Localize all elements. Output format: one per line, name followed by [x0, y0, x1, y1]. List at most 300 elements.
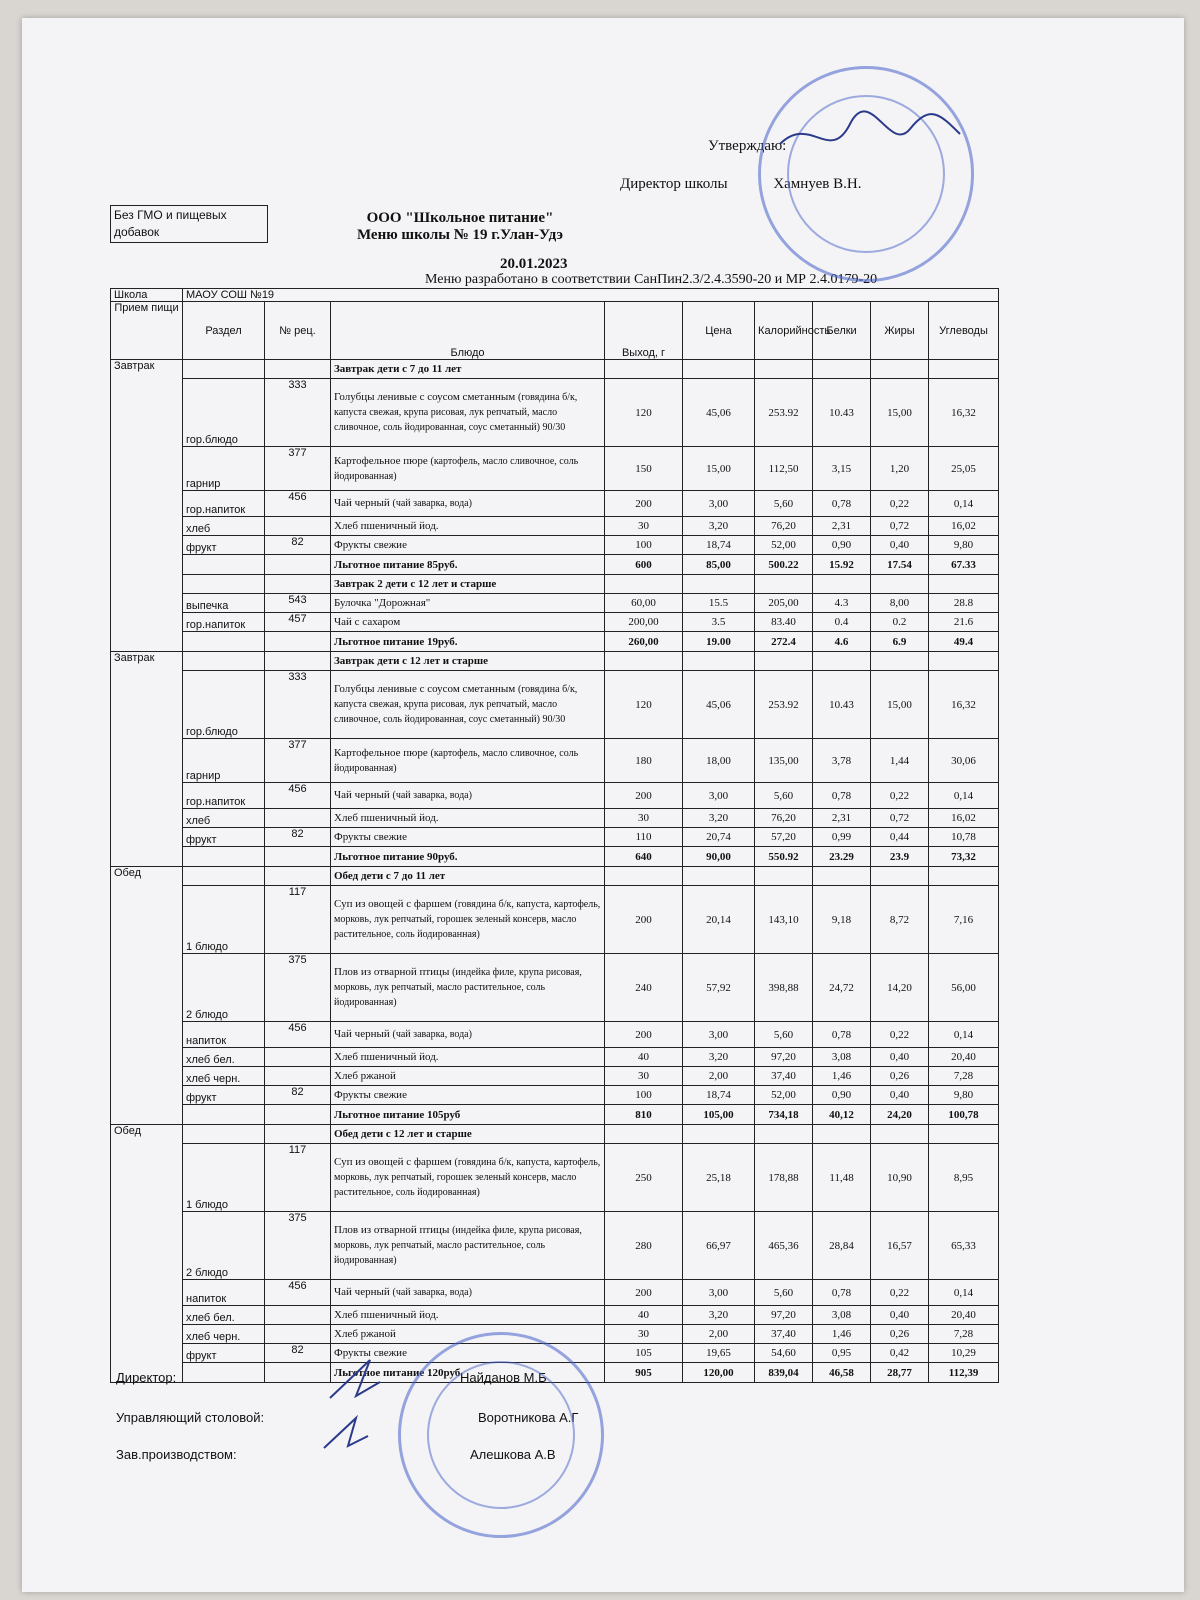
yield-cell: 200	[605, 1280, 683, 1306]
col-recipe: № рец.	[265, 302, 331, 360]
dish-row	[111, 517, 999, 536]
empty-cell	[755, 652, 813, 671]
price-cell: 3.5	[683, 613, 755, 632]
empty-cell	[683, 867, 755, 886]
carbs-cell: 16,02	[929, 517, 999, 536]
price-cell: 3,20	[683, 517, 755, 536]
fat-cell: 8,00	[871, 594, 929, 613]
dish-row	[111, 536, 999, 555]
total-fat: 17.54	[871, 555, 929, 575]
col-protein: Белки	[813, 302, 871, 360]
col-meal: Прием пищи	[111, 302, 183, 360]
yield-cell: 200	[605, 491, 683, 517]
calories-cell: 112,50	[755, 447, 813, 491]
dish-row	[111, 1325, 999, 1344]
price-cell: 3,20	[683, 809, 755, 828]
recipe-cell: 456	[265, 491, 331, 517]
carbs-cell: 9,80	[929, 536, 999, 555]
carbs-cell: 65,33	[929, 1212, 999, 1280]
calories-cell: 253.92	[755, 671, 813, 739]
carbs-cell: 8,95	[929, 1144, 999, 1212]
group-title: Завтрак дети с 12 лет и старше	[331, 652, 605, 671]
total-row	[111, 555, 999, 575]
yield-cell: 60,00	[605, 594, 683, 613]
empty-cell	[813, 360, 871, 379]
protein-cell: 3,08	[813, 1048, 871, 1067]
dish-row	[111, 1048, 999, 1067]
fat-cell: 0,26	[871, 1067, 929, 1086]
group-title-row	[111, 652, 999, 671]
total-label: Льготное питание 85руб.	[331, 555, 605, 575]
empty-cell	[265, 575, 331, 594]
dish-cell	[331, 739, 605, 783]
protein-cell: 10.43	[813, 379, 871, 447]
protein-cell: 11,48	[813, 1144, 871, 1212]
director-name: Хамнуев В.Н.	[773, 176, 862, 192]
dish-row	[111, 739, 999, 783]
dish-cell	[331, 1067, 605, 1086]
recipe-cell: 82	[265, 1086, 331, 1105]
recipe-cell	[265, 809, 331, 828]
carbs-cell: 21.6	[929, 613, 999, 632]
sig-role-production: Зав.производством:	[116, 1447, 237, 1462]
recipe-cell: 377	[265, 447, 331, 491]
dish-name: Хлеб ржаной	[334, 1327, 396, 1340]
empty-cell	[265, 555, 331, 575]
protein-cell: 0,78	[813, 491, 871, 517]
total-fat: 6.9	[871, 632, 929, 652]
dish-name: Фрукты свежие	[334, 1346, 407, 1359]
total-fat: 28,77	[871, 1363, 929, 1383]
fat-cell: 10,90	[871, 1144, 929, 1212]
dish-name: Картофельное пюре	[334, 746, 428, 759]
empty-cell	[183, 1363, 265, 1383]
calories-cell: 57,20	[755, 828, 813, 847]
recipe-cell: 375	[265, 1212, 331, 1280]
total-carbs: 73,32	[929, 847, 999, 867]
col-yield: Выход, г	[605, 302, 683, 360]
yield-cell: 120	[605, 379, 683, 447]
recipe-cell	[265, 517, 331, 536]
empty-cell	[605, 867, 683, 886]
price-cell: 45,06	[683, 671, 755, 739]
section-cell: гарнир	[183, 447, 265, 491]
protein-cell: 3,78	[813, 739, 871, 783]
sanpin-note: Меню разработано в соответствии СанПин2.3/2.4.3590-20 и МР 2.4.0179-20	[425, 272, 878, 287]
meal-cell: Завтрак	[111, 652, 183, 867]
calories-cell: 97,20	[755, 1048, 813, 1067]
section-cell: 1 блюдо	[183, 1144, 265, 1212]
calories-cell: 5,60	[755, 783, 813, 809]
director-signature	[770, 104, 970, 174]
fat-cell: 15,00	[871, 379, 929, 447]
dish-ingredients: (говядина б/к, капуста, картофель, морковь, лук репчатый, горошек зеленый консерв, масло растительное, соль йодированная)	[334, 899, 601, 940]
empty-cell	[929, 1125, 999, 1144]
yield-cell: 105	[605, 1344, 683, 1363]
fat-cell: 0,40	[871, 1086, 929, 1105]
empty-cell	[871, 360, 929, 379]
dish-name: Суп из овощей с фаршем	[334, 1156, 452, 1168]
recipe-cell: 457	[265, 613, 331, 632]
carbs-cell: 16,32	[929, 671, 999, 739]
calories-cell: 54,60	[755, 1344, 813, 1363]
dish-name: Чай черный	[334, 1286, 390, 1298]
empty-cell	[265, 1105, 331, 1125]
dish-cell	[331, 613, 605, 632]
dish-cell	[331, 594, 605, 613]
yield-cell: 180	[605, 739, 683, 783]
price-cell: 3,20	[683, 1306, 755, 1325]
protein-cell: 0,78	[813, 1280, 871, 1306]
section-cell: фрукт	[183, 1344, 265, 1363]
dish-cell	[331, 536, 605, 555]
empty-cell	[265, 632, 331, 652]
dish-cell	[331, 1086, 605, 1105]
dish-cell	[331, 1048, 605, 1067]
empty-cell	[265, 867, 331, 886]
dish-ingredients: (картофель, масло сливочное, соль йодированная)	[334, 747, 579, 774]
calories-cell: 178,88	[755, 1144, 813, 1212]
calories-cell: 37,40	[755, 1067, 813, 1086]
dish-cell	[331, 1212, 605, 1280]
staff-signatures	[320, 1352, 400, 1462]
protein-cell: 24,72	[813, 954, 871, 1022]
empty-cell	[755, 867, 813, 886]
empty-cell	[183, 360, 265, 379]
dish-row	[111, 491, 999, 517]
total-price: 90,00	[683, 847, 755, 867]
empty-cell	[265, 847, 331, 867]
empty-cell	[183, 632, 265, 652]
approve-label: Утверждаю:	[708, 138, 787, 154]
calories-cell: 5,60	[755, 1280, 813, 1306]
price-cell: 20,14	[683, 886, 755, 954]
fat-cell: 0,72	[871, 809, 929, 828]
dish-row	[111, 613, 999, 632]
director-label: Директор школы	[620, 176, 728, 192]
dish-row	[111, 671, 999, 739]
dish-ingredients: (чай заварка, вода)	[392, 1287, 472, 1298]
protein-cell: 3,08	[813, 1306, 871, 1325]
carbs-cell: 9,80	[929, 1086, 999, 1105]
group-title: Завтрак дети с 7 до 11 лет	[331, 360, 605, 379]
fat-cell: 0,72	[871, 517, 929, 536]
dish-row	[111, 1144, 999, 1212]
price-cell: 18,00	[683, 739, 755, 783]
fat-cell: 8,72	[871, 886, 929, 954]
protein-cell: 0,78	[813, 783, 871, 809]
protein-cell: 10.43	[813, 671, 871, 739]
fat-cell: 0.2	[871, 613, 929, 632]
carbs-cell: 0,14	[929, 491, 999, 517]
header-row	[111, 302, 999, 360]
price-cell: 66,97	[683, 1212, 755, 1280]
price-cell: 20,74	[683, 828, 755, 847]
recipe-cell: 333	[265, 671, 331, 739]
dish-name: Фрукты свежие	[334, 1088, 407, 1101]
protein-cell: 0,90	[813, 536, 871, 555]
empty-cell	[813, 867, 871, 886]
sig-name-director: Найданов М.Б	[460, 1370, 547, 1385]
price-cell: 18,74	[683, 1086, 755, 1105]
protein-cell: 2,31	[813, 517, 871, 536]
recipe-cell: 456	[265, 1022, 331, 1048]
dish-cell	[331, 1306, 605, 1325]
total-label: Льготное питание 105руб	[331, 1105, 605, 1125]
section-cell: 2 блюдо	[183, 954, 265, 1022]
dish-cell	[331, 783, 605, 809]
dish-name: Хлеб ржаной	[334, 1069, 396, 1082]
section-cell: фрукт	[183, 536, 265, 555]
group-title: Обед дети с 7 до 11 лет	[331, 867, 605, 886]
dish-cell	[331, 491, 605, 517]
section-cell: хлеб бел.	[183, 1306, 265, 1325]
recipe-cell	[265, 1325, 331, 1344]
recipe-cell: 375	[265, 954, 331, 1022]
empty-cell	[929, 867, 999, 886]
carbs-cell: 7,28	[929, 1325, 999, 1344]
total-protein: 46,58	[813, 1363, 871, 1383]
price-cell: 3,00	[683, 1022, 755, 1048]
recipe-cell: 117	[265, 1144, 331, 1212]
dish-name: Чай черный	[334, 789, 390, 801]
protein-cell: 28,84	[813, 1212, 871, 1280]
total-price: 85,00	[683, 555, 755, 575]
fat-cell: 0,22	[871, 1022, 929, 1048]
yield-cell: 240	[605, 954, 683, 1022]
empty-cell	[183, 575, 265, 594]
col-section: Раздел	[183, 302, 265, 360]
recipe-cell: 543	[265, 594, 331, 613]
carbs-cell: 28.8	[929, 594, 999, 613]
dish-name: Чай черный	[334, 1028, 390, 1040]
carbs-cell: 20,40	[929, 1306, 999, 1325]
empty-cell	[871, 867, 929, 886]
yield-cell: 40	[605, 1306, 683, 1325]
fat-cell: 0,40	[871, 536, 929, 555]
yield-cell: 100	[605, 1086, 683, 1105]
carbs-cell: 25,05	[929, 447, 999, 491]
dish-ingredients: (говядина б/к, капуста свежая, крупа рисовая, лук репчатый, масло сливочное, соль йодированная, соус сметанный) 90/30	[334, 392, 578, 433]
protein-cell: 4.3	[813, 594, 871, 613]
meal-cell: Обед	[111, 867, 183, 1125]
fat-cell: 0,26	[871, 1325, 929, 1344]
total-calories: 839,04	[755, 1363, 813, 1383]
empty-cell	[871, 575, 929, 594]
recipe-cell: 82	[265, 828, 331, 847]
fat-cell: 0,42	[871, 1344, 929, 1363]
carbs-cell: 0,14	[929, 1280, 999, 1306]
col-dish: Блюдо	[331, 302, 605, 360]
sig-role-director: Директор:	[116, 1370, 177, 1385]
dish-name: Хлеб пшеничный йод.	[334, 1050, 439, 1063]
section-cell: напиток	[183, 1022, 265, 1048]
yield-cell: 250	[605, 1144, 683, 1212]
total-calories: 550.92	[755, 847, 813, 867]
dish-name: Чай черный	[334, 497, 390, 509]
calories-cell: 83.40	[755, 613, 813, 632]
total-label: Льготное питание 120руб	[331, 1363, 605, 1383]
total-calories: 500.22	[755, 555, 813, 575]
calories-cell: 76,20	[755, 517, 813, 536]
fat-cell: 0,22	[871, 491, 929, 517]
empty-cell	[183, 847, 265, 867]
empty-cell	[929, 575, 999, 594]
dish-row	[111, 1022, 999, 1048]
fat-cell: 1,20	[871, 447, 929, 491]
price-cell: 2,00	[683, 1325, 755, 1344]
meal-cell: Обед	[111, 1125, 183, 1383]
protein-cell: 0,90	[813, 1086, 871, 1105]
col-carbs: Углеводы	[929, 302, 999, 360]
dish-name: Хлеб пшеничный йод.	[334, 1308, 439, 1321]
empty-cell	[813, 575, 871, 594]
menu-table	[110, 288, 999, 1383]
protein-cell: 0,95	[813, 1344, 871, 1363]
dish-row	[111, 809, 999, 828]
calories-cell: 253.92	[755, 379, 813, 447]
recipe-cell: 82	[265, 1344, 331, 1363]
empty-cell	[605, 652, 683, 671]
empty-cell	[183, 652, 265, 671]
empty-cell	[813, 1125, 871, 1144]
calories-cell: 398,88	[755, 954, 813, 1022]
dish-cell	[331, 809, 605, 828]
protein-cell: 1,46	[813, 1067, 871, 1086]
yield-cell: 30	[605, 1067, 683, 1086]
dish-row	[111, 954, 999, 1022]
dish-ingredients: (индейка филе, крупа рисовая, морковь, лук репчатый, масло растительное, соль йодированная)	[334, 967, 582, 1008]
dish-row	[111, 1280, 999, 1306]
dish-ingredients: (чай заварка, вода)	[392, 790, 472, 801]
dish-row	[111, 783, 999, 809]
recipe-cell: 82	[265, 536, 331, 555]
price-cell: 18,74	[683, 536, 755, 555]
dish-ingredients: (чай заварка, вода)	[392, 498, 472, 509]
empty-cell	[683, 1125, 755, 1144]
dish-cell	[331, 828, 605, 847]
protein-cell: 1,46	[813, 1325, 871, 1344]
dish-row	[111, 886, 999, 954]
dish-row	[111, 379, 999, 447]
empty-cell	[183, 1125, 265, 1144]
total-price: 120,00	[683, 1363, 755, 1383]
price-cell: 57,92	[683, 954, 755, 1022]
dish-name: Хлеб пшеничный йод.	[334, 811, 439, 824]
section-cell: выпечка	[183, 594, 265, 613]
stamp-seal-top	[758, 66, 974, 282]
section-cell: хлеб черн.	[183, 1067, 265, 1086]
price-cell: 45,06	[683, 379, 755, 447]
section-cell: гор.напиток	[183, 613, 265, 632]
dish-name: Фрукты свежие	[334, 538, 407, 551]
dish-ingredients: (индейка филе, крупа рисовая, морковь, лук репчатый, масло растительное, соль йодированная)	[334, 1225, 582, 1266]
total-protein: 15.92	[813, 555, 871, 575]
section-cell: хлеб черн.	[183, 1325, 265, 1344]
calories-cell: 205,00	[755, 594, 813, 613]
carbs-cell: 20,40	[929, 1048, 999, 1067]
total-label: Льготное питание 19руб.	[331, 632, 605, 652]
yield-cell: 40	[605, 1048, 683, 1067]
total-calories: 272.4	[755, 632, 813, 652]
recipe-cell: 117	[265, 886, 331, 954]
dish-name: Плов из отварной птицы	[334, 966, 450, 978]
total-carbs: 49.4	[929, 632, 999, 652]
menu-date: 20.01.2023	[500, 256, 568, 272]
fat-cell: 0,22	[871, 783, 929, 809]
section-cell: 1 блюдо	[183, 886, 265, 954]
total-yield: 260,00	[605, 632, 683, 652]
dish-name: Плов из отварной птицы	[334, 1224, 450, 1236]
empty-cell	[683, 575, 755, 594]
calories-cell: 52,00	[755, 1086, 813, 1105]
protein-cell: 0,78	[813, 1022, 871, 1048]
total-row	[111, 1105, 999, 1125]
fat-cell: 0,40	[871, 1048, 929, 1067]
carbs-cell: 16,02	[929, 809, 999, 828]
fat-cell: 0,22	[871, 1280, 929, 1306]
empty-cell	[813, 652, 871, 671]
yield-cell: 150	[605, 447, 683, 491]
group-title: Обед дети с 12 лет и старше	[331, 1125, 605, 1144]
carbs-cell: 7,16	[929, 886, 999, 954]
recipe-cell	[265, 1306, 331, 1325]
protein-cell: 3,15	[813, 447, 871, 491]
total-carbs: 112,39	[929, 1363, 999, 1383]
empty-cell	[683, 652, 755, 671]
total-carbs: 67.33	[929, 555, 999, 575]
total-protein: 40,12	[813, 1105, 871, 1125]
total-row	[111, 847, 999, 867]
school-row	[111, 289, 999, 302]
org-name: ООО "Школьное питание"	[366, 210, 554, 226]
protein-cell: 0.4	[813, 613, 871, 632]
recipe-cell: 377	[265, 739, 331, 783]
section-cell: гор.блюдо	[183, 379, 265, 447]
group-title-row	[111, 867, 999, 886]
group-title: Завтрак 2 дети с 12 лет и старше	[331, 575, 605, 594]
fat-cell: 0,40	[871, 1306, 929, 1325]
dish-row	[111, 1306, 999, 1325]
section-cell: хлеб	[183, 809, 265, 828]
org-title	[350, 210, 570, 244]
section-cell: фрукт	[183, 828, 265, 847]
protein-cell: 0,99	[813, 828, 871, 847]
carbs-cell: 0,14	[929, 783, 999, 809]
dish-row	[111, 594, 999, 613]
yield-cell: 200	[605, 886, 683, 954]
calories-cell: 52,00	[755, 536, 813, 555]
dish-name: Булочка "Дорожная"	[334, 596, 431, 609]
price-cell: 2,00	[683, 1067, 755, 1086]
total-label: Льготное питание 90руб.	[331, 847, 605, 867]
empty-cell	[755, 360, 813, 379]
yield-cell: 30	[605, 517, 683, 536]
calories-cell: 135,00	[755, 739, 813, 783]
total-yield: 905	[605, 1363, 683, 1383]
empty-cell	[929, 652, 999, 671]
price-cell: 3,00	[683, 783, 755, 809]
dish-row	[111, 447, 999, 491]
empty-cell	[265, 360, 331, 379]
total-carbs: 100,78	[929, 1105, 999, 1125]
carbs-cell: 7,28	[929, 1067, 999, 1086]
empty-cell	[755, 575, 813, 594]
school-label: Школа	[111, 289, 183, 302]
price-cell: 3,00	[683, 1280, 755, 1306]
dish-cell	[331, 671, 605, 739]
fat-cell: 1,44	[871, 739, 929, 783]
